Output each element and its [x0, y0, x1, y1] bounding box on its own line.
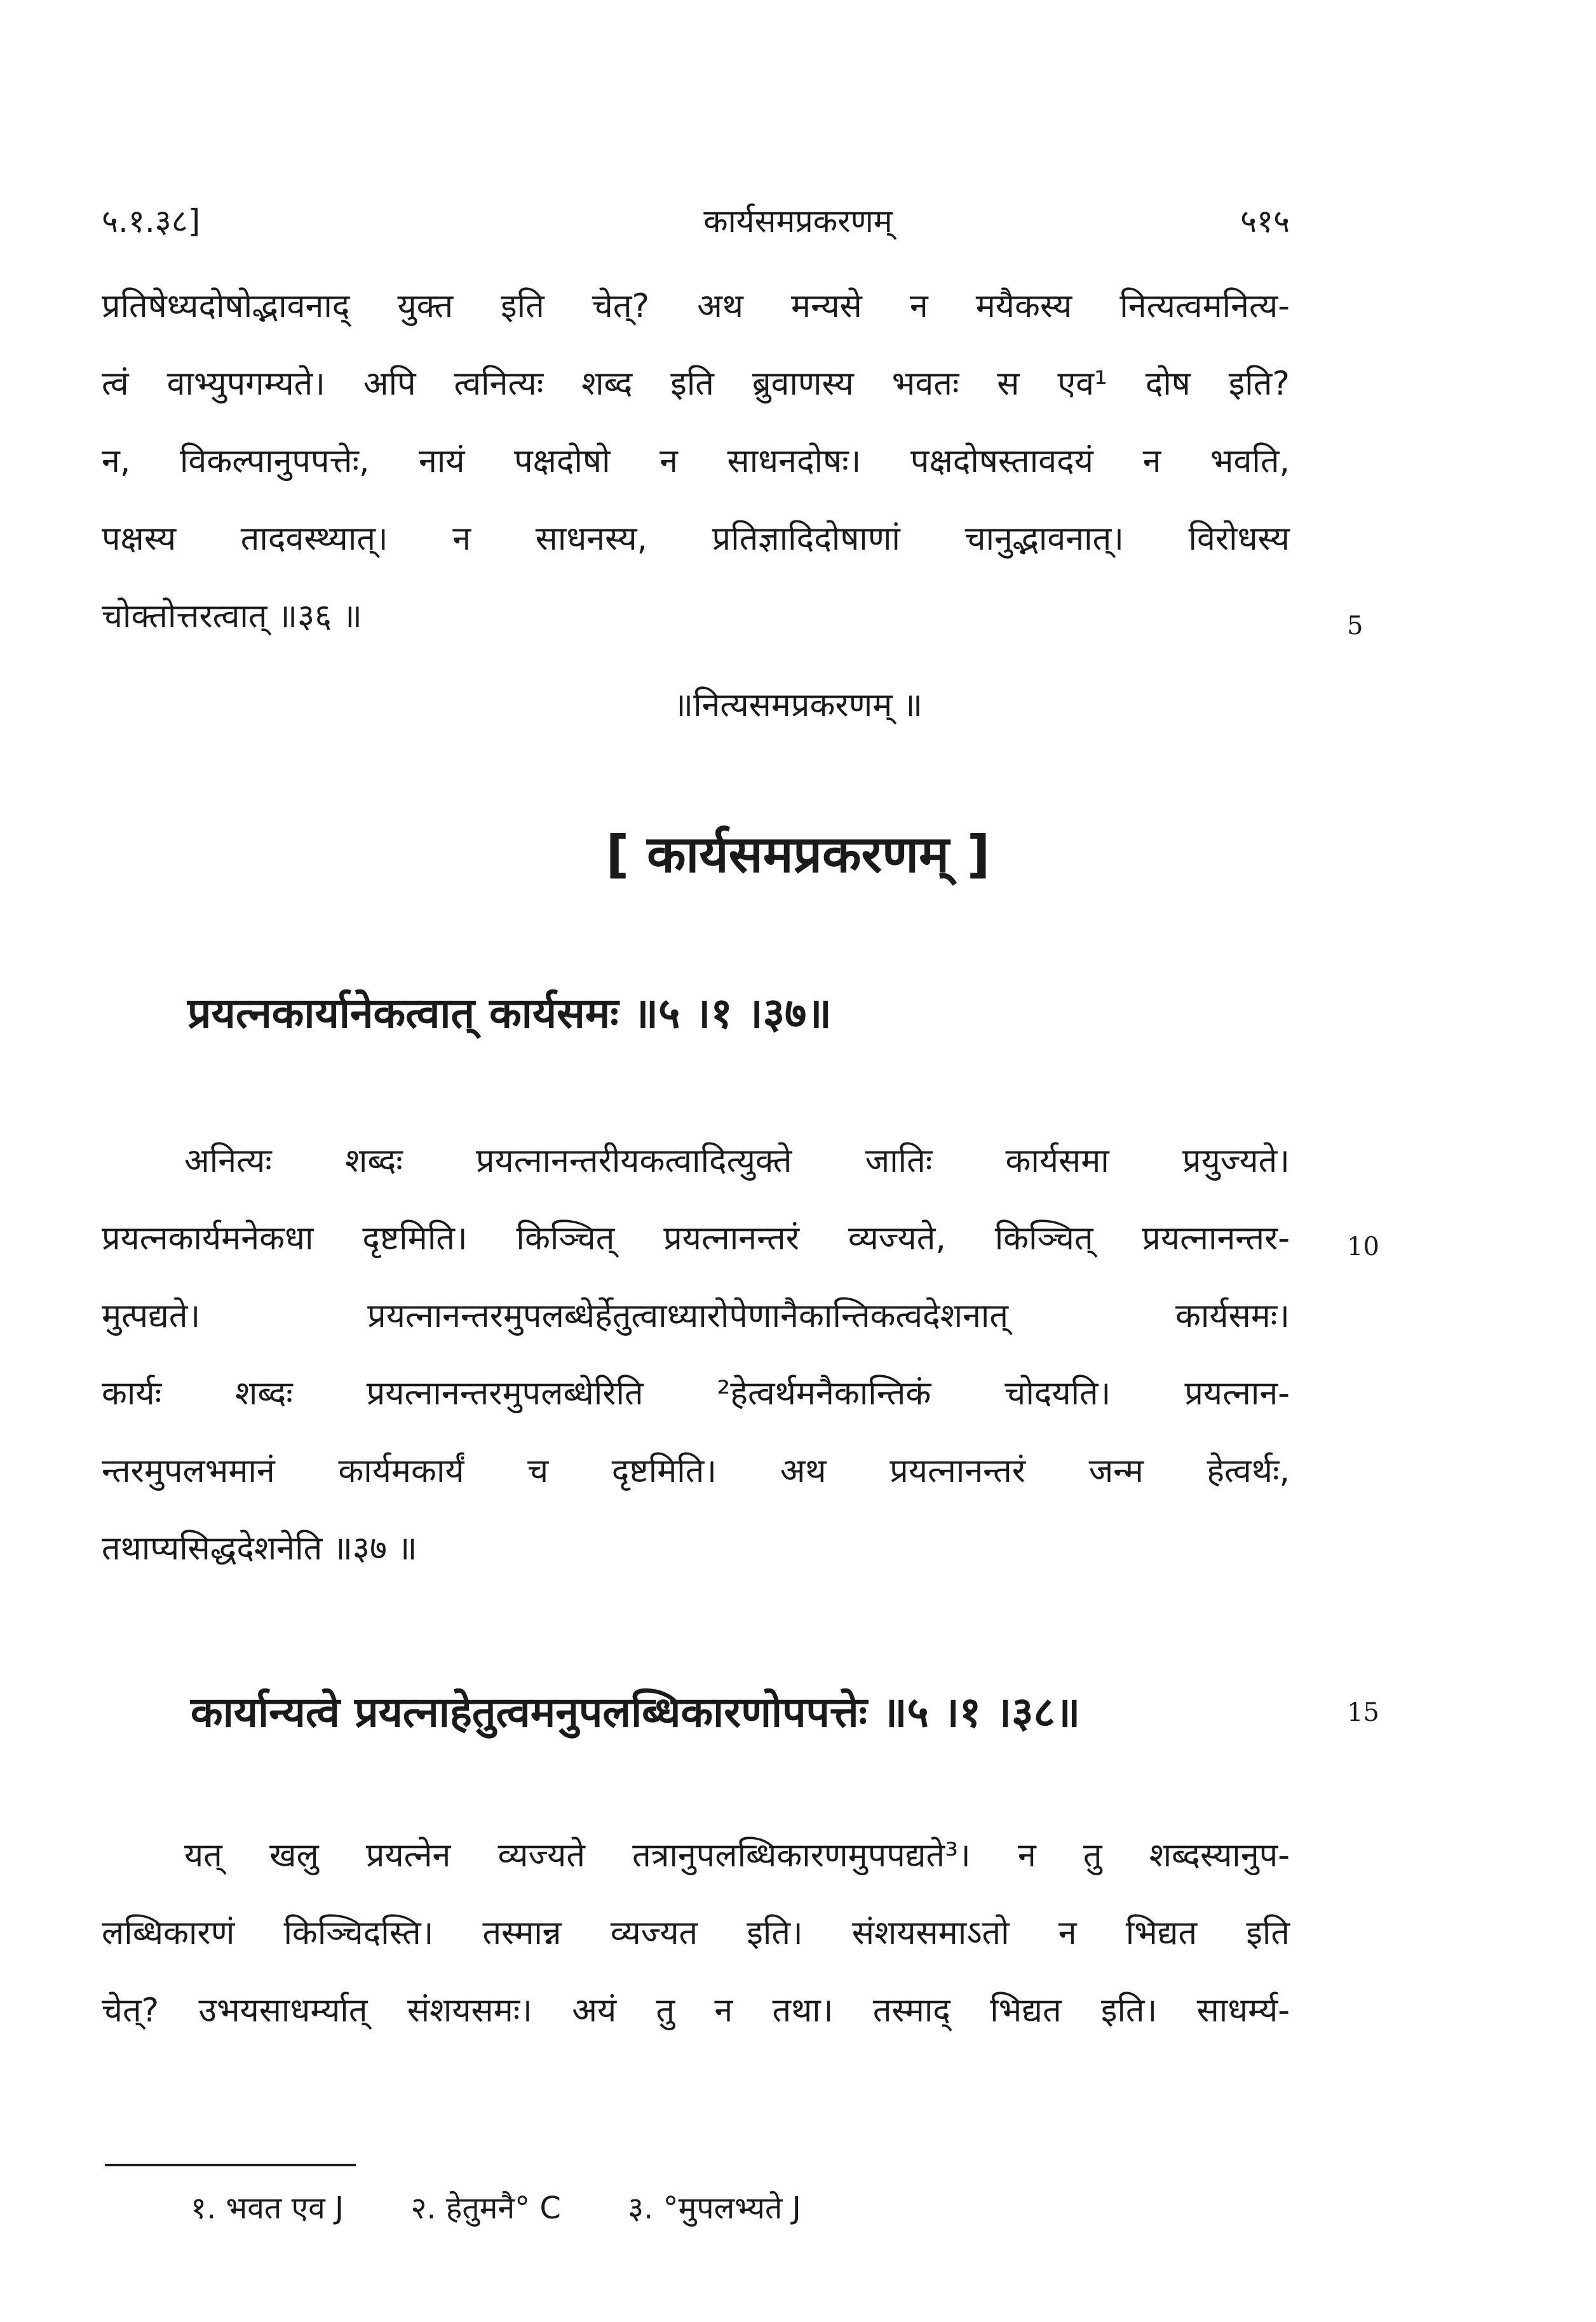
- text-line: अनित्यः शब्दः प्रयत्नानन्तरीयकत्वादित्युक्ते जातिः कार्यसमा प्रयुज्यते।: [184, 1142, 1290, 1180]
- colophon: ॥नित्यसमप्रकरणम् ॥: [673, 686, 923, 724]
- text-line: चोक्तोत्तरत्वात् ॥३६ ॥: [102, 597, 362, 635]
- text-line: प्रतिषेध्यदोषोद्भावनाद् युक्त इति चेत्? अथ मन्यसे न मयैकस्य नित्यत्वमनित्य-: [102, 287, 1290, 325]
- text-line: कार्यः शब्दः प्रयत्नानन्तरमुपलब्धेरिति ²हेत्वर्थमनैकान्तिकं चोदयति। प्रयत्नान-: [102, 1375, 1290, 1413]
- sutra-heading: प्रयत्नकार्यानेकत्वात् कार्यसमः ॥५ ।१ ।३७॥: [187, 989, 832, 1038]
- line-number: 5: [1347, 611, 1363, 641]
- text-line: न, विकल्पानुपपत्तेः, नायं पक्षदोषो न साधनदोषः। पक्षदोषस्तावदयं न भवति,: [102, 442, 1290, 480]
- text-line: त्वं वाभ्युपगम्यते। अपि त्वनित्यः शब्द इति ब्रुवाणस्य भवतः स एव¹ दोष इति?: [102, 365, 1290, 403]
- text-line: यत् खलु प्रयत्नेन व्यज्यते तत्रानुपलब्धिकारणमुपपद्यते³। न तु शब्दस्यानुप-: [184, 1837, 1290, 1875]
- text-line: पक्षस्य तादवस्थ्यात्। न साधनस्य, प्रतिज्ञादिदोषाणां चानुद्भावनात्। विरोधस्य: [102, 520, 1290, 558]
- running-header-title: कार्यसमप्रकरणम्: [703, 203, 893, 240]
- text-line: लब्धिकारणं किञ्चिदस्ति। तस्मान्न व्यज्यत इति। संशयसमाऽतो न भिद्यत इति: [102, 1914, 1290, 1952]
- page-number: ५१५: [1240, 203, 1290, 240]
- text-line: प्रयत्नकार्यमनेकधा दृष्टमिति। किञ्चित् प्रयत्नानन्तरं व्यज्यते, किञ्चित् प्रयत्नानन्तर-: [102, 1219, 1290, 1258]
- text-line: चेत्? उभयसाधर्म्यात् संशयसमः। अयं तु न तथा। तस्माद् भिद्यत इति। साधर्म्य-: [102, 1992, 1290, 2030]
- footnote: ३. °मुपलभ्यते J: [628, 2190, 801, 2226]
- line-number: 15: [1347, 1698, 1379, 1727]
- text-line: न्तरमुपलभमानं कार्यमकार्यं च दृष्टमिति। अथ प्रयत्नानन्तरं जन्म हेत्वर्थः,: [102, 1452, 1290, 1490]
- footnotes: [191, 2183, 858, 2234]
- text-line: तथाप्यसिद्धदेशनेति ॥३७ ॥: [102, 1530, 417, 1568]
- footnote: २. हेतुमनै° C: [410, 2190, 561, 2226]
- footnote-rule: [105, 2164, 356, 2166]
- footnote: १. भवत एव J: [191, 2190, 344, 2226]
- section-heading: [ कार्यसमप्रकरणम् ]: [605, 825, 991, 884]
- running-header-section-ref: ५.१.३८]: [102, 203, 201, 240]
- text-line: मुत्पद्यते। प्रयत्नानन्तरमुपलब्धेर्हेतुत्वाध्यारोपेणानैकान्तिकत्वदेशनात् कार्यसमः।: [102, 1297, 1290, 1335]
- line-number: 10: [1347, 1232, 1379, 1261]
- sutra-heading: कार्यान्यत्वे प्रयत्नाहेतुत्वमनुपलब्धिकारणोपपत्तेः ॥५ ।१ ।३८॥: [191, 1688, 1081, 1737]
